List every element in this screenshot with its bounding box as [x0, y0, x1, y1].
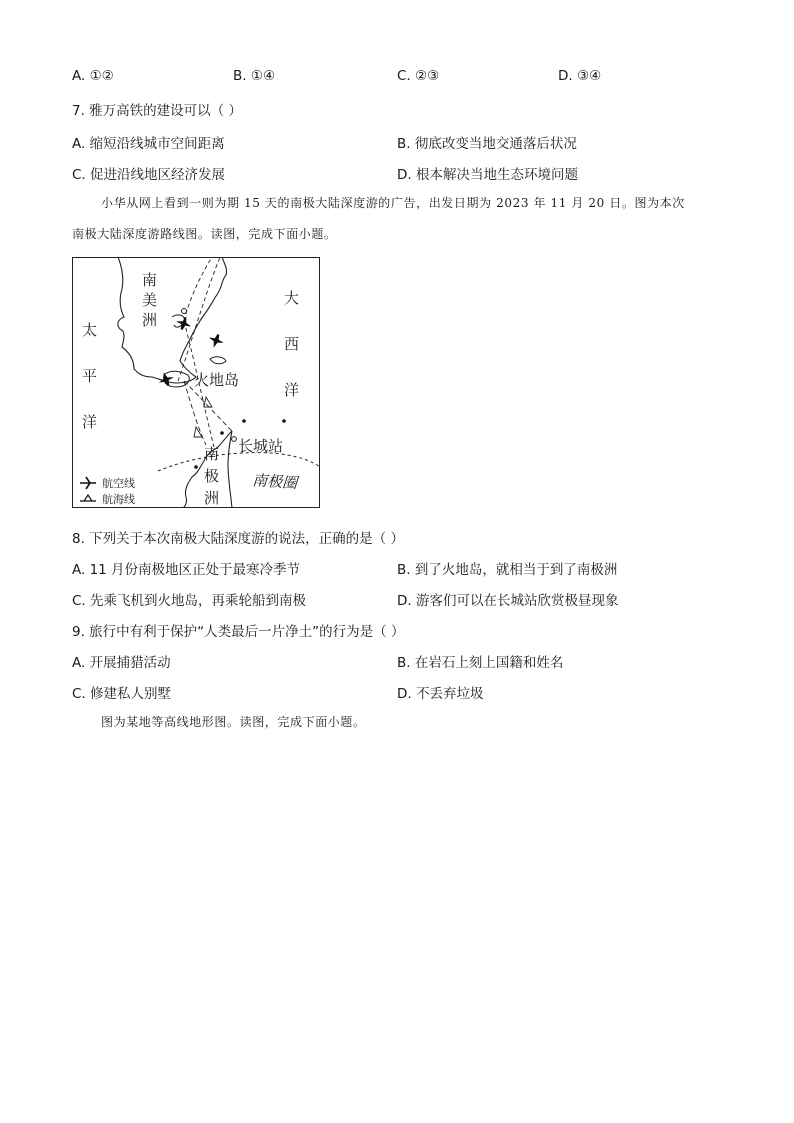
label-atlantic-1: 大: [284, 289, 300, 307]
label-antarctica-3: 洲: [204, 489, 220, 507]
label-pacific-3: 洋: [82, 413, 98, 431]
q6-option-d[interactable]: D. ③④: [558, 68, 602, 84]
label-great-wall-station: 长城站: [238, 437, 284, 455]
q7-option-b[interactable]: B. 彻底改变当地交通落后状况: [397, 136, 577, 152]
label-south-america-3: 洲: [142, 311, 158, 329]
q9-option-a[interactable]: A. 开展捕猎活动: [72, 655, 171, 671]
intro-line-2: 南极大陆深度游路线图。读图，完成下面小题。: [72, 227, 337, 241]
q8-option-c[interactable]: C. 先乘飞机到火地岛，再乘轮船到南极: [72, 593, 307, 609]
q8-option-d[interactable]: D. 游客们可以在长城站欣赏极昼现象: [397, 593, 619, 609]
label-antarctica-1: 南: [204, 445, 220, 463]
label-atlantic-2: 西: [284, 335, 300, 353]
q9-option-b[interactable]: B. 在岩石上刻上国籍和姓名: [397, 655, 564, 671]
antarctic-route-map: [72, 257, 320, 508]
label-atlantic-3: 洋: [284, 381, 300, 399]
label-antarctic-circle: 南极圈: [251, 471, 298, 493]
q7-stem: 7. 雅万高铁的建设可以（ ）: [72, 103, 242, 119]
q9-option-c[interactable]: C. 修建私人别墅: [72, 686, 172, 702]
q8-option-a[interactable]: A. 11 月份南极地区正处于最寒冷季节: [72, 562, 301, 578]
q8-stem: 8. 下列关于本次南极大陆深度游的说法，正确的是（ ）: [72, 531, 404, 547]
q6-option-c[interactable]: C. ②③: [397, 68, 440, 84]
q9-option-d[interactable]: D. 不丢弃垃圾: [397, 686, 484, 702]
q6-option-b[interactable]: B. ①④: [233, 68, 276, 84]
q6-option-a[interactable]: A. ①②: [72, 68, 114, 84]
q7-option-a[interactable]: A. 缩短沿线城市空间距离: [72, 136, 225, 152]
label-pacific-1: 太: [82, 321, 98, 339]
label-antarctica-2: 极: [204, 467, 220, 485]
q7-option-d[interactable]: D. 根本解决当地生态环境问题: [397, 167, 578, 183]
q7-option-c[interactable]: C. 促进沿线地区经济发展: [72, 167, 226, 183]
q8-option-b[interactable]: B. 到了火地岛，就相当于到了南极洲: [397, 562, 618, 578]
label-tierra-del-fuego: 火地岛: [194, 371, 240, 389]
label-south-america-2: 美: [142, 291, 158, 309]
label-south-america-1: 南: [142, 271, 158, 289]
label-pacific-2: 平: [82, 367, 98, 385]
outro-text: 图为某地等高线地形图。读图，完成下面小题。: [101, 715, 366, 729]
legend-sea-label: 航海线: [102, 493, 135, 506]
q9-stem: 9. 旅行中有利于保护“人类最后一片净土”的行为是（ ）: [72, 624, 405, 640]
intro-line-1: 小华从网上看到一则为期 15 天的南极大陆深度游的广告，出发日期为 2023 年 11 月 20 日。图为本次: [101, 196, 685, 210]
legend-air-label: 航空线: [102, 477, 135, 490]
